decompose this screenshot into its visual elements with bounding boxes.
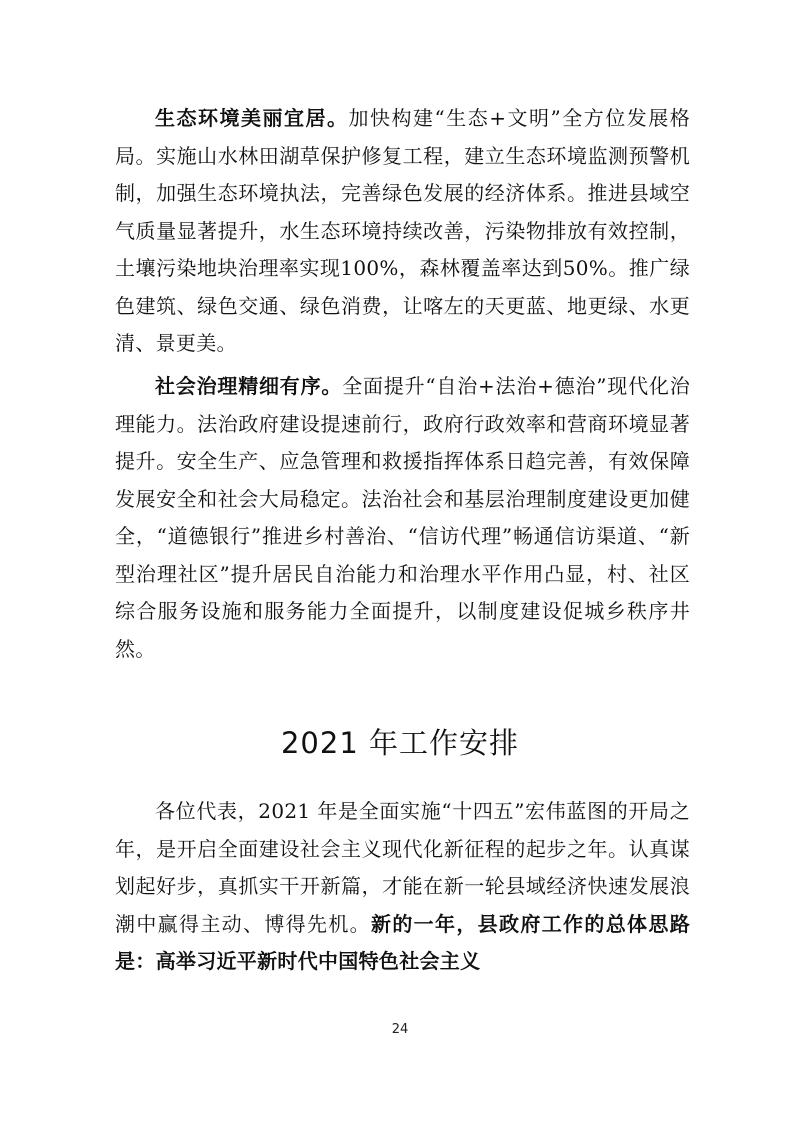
paragraph-intro bbox=[115, 793, 690, 981]
paragraph-text: 全面提升“自治+法治+德治”现代化治理能力。法治政府建设提速前行，政府行政效率和营商环境显著提升。安全生产、应急管理和救援指挥体系日趋完善，有效保障发展安全和社会大局稳定。法治社会和基层治理制度建设更加健全，“道德银行”推进乡村善治、“信访代理”畅通信访渠道、“新型治理社区”提升居民自治能力和治理水平作用凸显，村、社区综合服务设施和服务能力全面提升，以制度建设促城乡秩序井然。 bbox=[115, 374, 691, 661]
paragraph-lead: 社会治理精细有序。 bbox=[155, 374, 343, 398]
paragraph-text: 各位代表，2021 年是全面实施“十四五”宏伟蓝图的开局之年，是开启全面建设社会主义现代化新征程的起步之年。认真谋划起好步，真抓实干开新篇，才能在新一轮县域经济快速发展浪潮中赢得主动、博得先机。 bbox=[115, 799, 690, 936]
paragraph-lead: 生态环境美丽宜居。 bbox=[155, 106, 349, 130]
paragraph-governance bbox=[115, 368, 690, 668]
section-heading: 2021 年工作安排 bbox=[280, 726, 520, 760]
paragraph-ecology bbox=[115, 100, 690, 363]
paragraph-emphasis: 新的一年，县政府工作的总体思路是：高举习近平新时代中国特色社会主义 bbox=[115, 911, 690, 973]
page-number: 24 bbox=[391, 1022, 409, 1037]
paragraph-text: 加快构建“生态+文明”全方位发展格局。实施山水林田湖草保护修复工程，建立生态环境监测预警机制，加强生态环境执法，完善绿色发展的经济体系。推进县域空气质量显著提升，水生态环境持续改善，污染物排放有效控制，土壤污染地块治理率实现100%，森林覆盖率达到50%。推广绿色建筑、绿色交通、绿色消费，让喀左的天更蓝、地更绿、水更清、景更美。 bbox=[115, 106, 690, 355]
